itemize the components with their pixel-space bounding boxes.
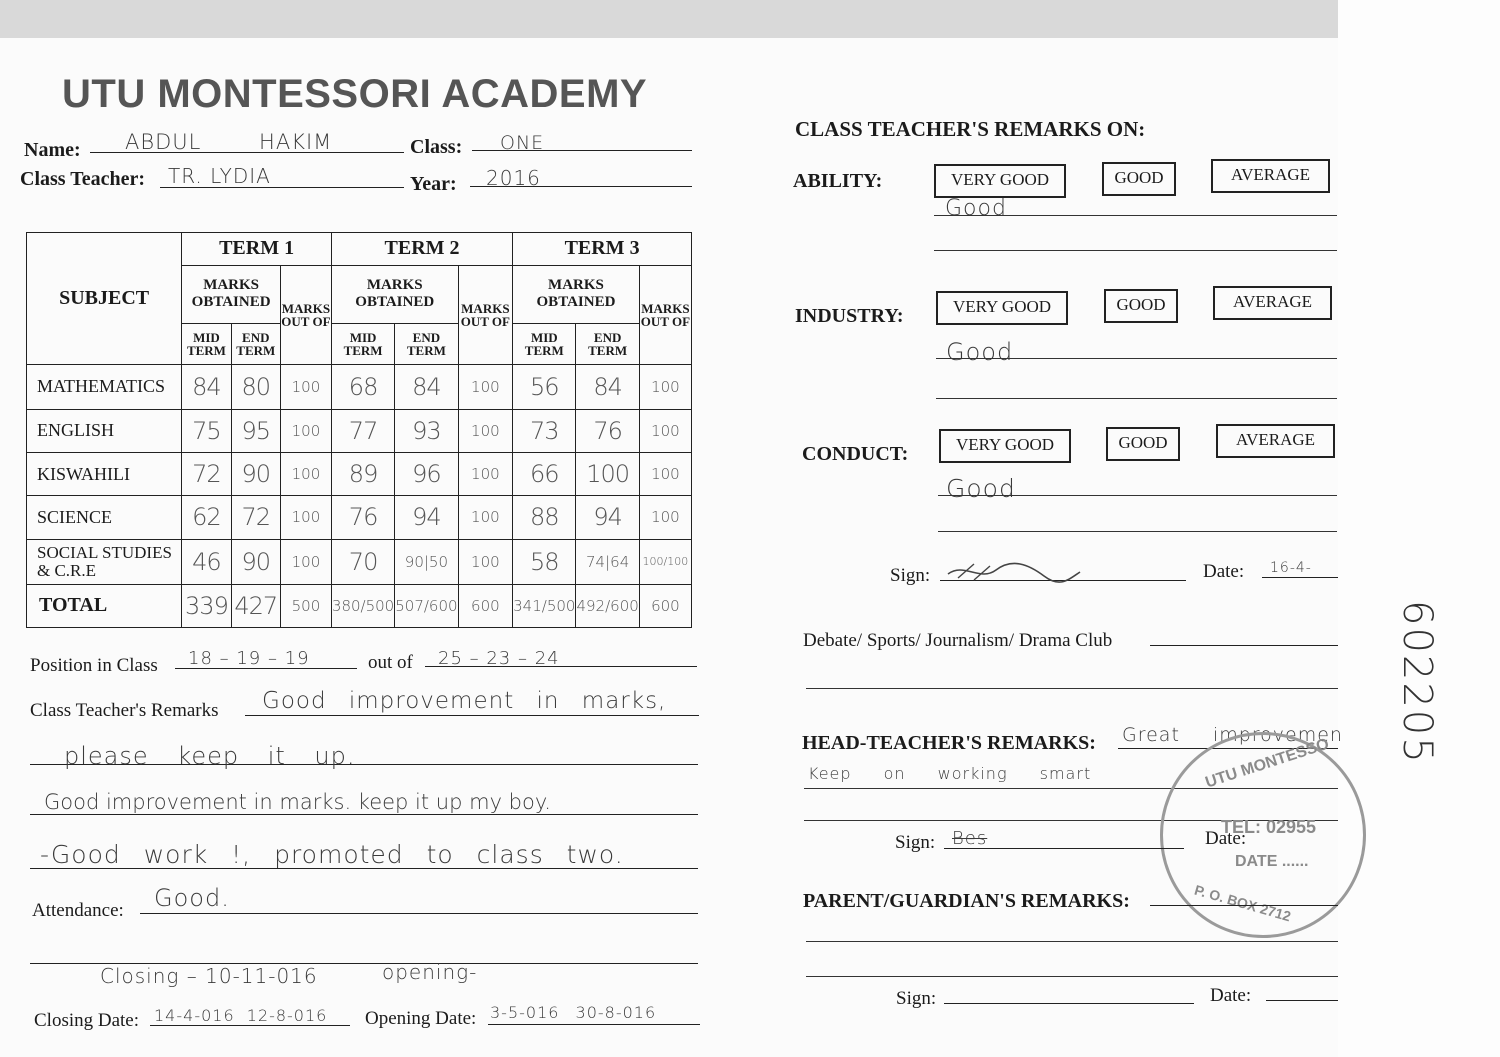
table-row — [27, 539, 692, 584]
mark-cell: 90 — [231, 539, 280, 584]
side-serial-number: 602205 — [1394, 600, 1440, 765]
class-value: ONE — [500, 132, 545, 154]
stamp-date: DATE ...... — [1235, 853, 1309, 870]
total-label: TOTAL — [27, 584, 182, 627]
mark-cell: 74|64 — [576, 539, 639, 584]
ability-value: Good — [945, 196, 1007, 221]
mark-cell: 46 — [182, 539, 231, 584]
remarks-line: please keep it up. — [64, 742, 356, 770]
total-out-of-cell: 600 — [458, 584, 513, 627]
head-sign-label: Sign: — [895, 832, 936, 853]
closing-note: Closing – 10-11-016 — [100, 964, 318, 988]
subject-header: SUBJECT — [27, 233, 182, 365]
signature-scribble — [944, 558, 1084, 586]
mark-cell: 84 — [395, 364, 458, 409]
very-good-option[interactable]: VERY GOOD — [936, 291, 1068, 325]
school-stamp — [1160, 732, 1366, 938]
mark-cell: 70 — [331, 539, 394, 584]
total-out-of-cell: 500 — [280, 584, 331, 627]
opening-date-label: Opening Date: — [365, 1008, 477, 1029]
marks-obtained-header: MARKS OBTAINED — [513, 265, 640, 323]
school-name: UTU MONTESSORI ACADEMY — [62, 72, 648, 116]
date-value: 16-4- — [1270, 560, 1312, 576]
subject-cell: KISWAHILI — [27, 453, 182, 496]
end-term-header: END TERM — [576, 323, 639, 364]
conduct-value: Good — [946, 474, 1016, 503]
subject-cell: ENGLISH — [27, 409, 182, 452]
out-of-cell: 100/100 — [639, 539, 691, 584]
mark-cell: 76 — [576, 409, 639, 452]
mark-cell: 84 — [182, 364, 231, 409]
name-value: ABDUL HAKIM — [125, 130, 333, 154]
head-teacher-remarks-value: Great improvemen — [1122, 724, 1343, 746]
name-label: Name: — [24, 139, 81, 161]
mark-cell: 80 — [231, 364, 280, 409]
head-teacher-remarks-label: HEAD-TEACHER'S REMARKS: — [802, 732, 1096, 754]
total-cell: 507/600 — [395, 584, 458, 627]
end-term-header: END TERM — [395, 323, 458, 364]
stamp-box: P. O. BOX 2712 — [1192, 881, 1293, 925]
out-of-label: out of — [368, 652, 413, 673]
remarks-line: -Good work !, promoted to class two. — [40, 840, 624, 869]
marks-out-of-header: MARKS OUT OF — [639, 265, 691, 364]
date-label: Date: — [1203, 561, 1245, 582]
opening-date-value: 3-5-016 30-8-016 — [490, 1003, 657, 1022]
good-option[interactable]: GOOD — [1106, 427, 1180, 461]
table-row — [27, 409, 692, 452]
class-label: Class: — [410, 136, 463, 158]
good-option[interactable]: GOOD — [1102, 162, 1176, 196]
mid-term-header: MID TERM — [513, 323, 576, 364]
out-of-cell: 100 — [639, 364, 691, 409]
mark-cell: 84 — [576, 364, 639, 409]
marks-obtained-header: MARKS OBTAINED — [182, 265, 281, 323]
class-teacher-remarks-label: Class Teacher's Remarks — [30, 700, 219, 721]
attendance-label: Attendance: — [32, 900, 124, 921]
year-label: Year: — [410, 173, 457, 195]
total-out-of-cell: 600 — [639, 584, 691, 627]
total-cell: 380/500 — [331, 584, 394, 627]
total-cell: 341/500 — [513, 584, 576, 627]
mark-cell: 94 — [395, 496, 458, 539]
conduct-label: CONDUCT: — [802, 443, 909, 465]
mark-cell: 76 — [331, 496, 394, 539]
closing-date-label: Closing Date: — [34, 1010, 140, 1031]
total-cell: 339 — [182, 584, 231, 627]
out-of-cell: 100 — [280, 409, 331, 452]
total-row — [27, 584, 692, 627]
average-option[interactable]: AVERAGE — [1211, 159, 1330, 193]
very-good-option[interactable]: VERY GOOD — [939, 429, 1071, 463]
mark-cell: 95 — [231, 409, 280, 452]
good-option[interactable]: GOOD — [1104, 289, 1178, 323]
remarks-line: Good improvement in marks. keep it up my boy. — [44, 790, 551, 814]
term-3-header: TERM 3 — [513, 233, 692, 266]
scan-shadow — [0, 0, 1500, 38]
mark-cell: 72 — [231, 496, 280, 539]
closing-date-value: 14-4-016 12-8-016 — [154, 1006, 328, 1025]
mark-cell: 73 — [513, 409, 576, 452]
mark-cell: 89 — [331, 453, 394, 496]
table-row — [27, 496, 692, 539]
marks-out-of-header: MARKS OUT OF — [280, 265, 331, 364]
class-teacher-label: Class Teacher: — [20, 168, 145, 190]
out-of-cell: 100 — [280, 496, 331, 539]
mark-cell: 68 — [331, 364, 394, 409]
ability-label: ABILITY: — [793, 170, 883, 192]
clubs-label: Debate/ Sports/ Journalism/ Drama Club — [803, 630, 1113, 651]
parent-date-label: Date: — [1210, 985, 1252, 1006]
average-option[interactable]: AVERAGE — [1213, 286, 1332, 320]
mark-cell: 77 — [331, 409, 394, 452]
year-value: 2016 — [486, 166, 541, 190]
mark-cell: 62 — [182, 496, 231, 539]
total-cell: 492/600 — [576, 584, 639, 627]
term-2-header: TERM 2 — [331, 233, 512, 266]
out-of-cell: 100 — [280, 364, 331, 409]
industry-value: Good — [946, 338, 1014, 366]
attendance-value: Good. — [154, 884, 230, 912]
very-good-option[interactable]: VERY GOOD — [934, 164, 1066, 198]
out-of-cell: 100 — [458, 364, 513, 409]
mark-cell: 96 — [395, 453, 458, 496]
total-cell: 427 — [231, 584, 280, 627]
position-value: 18 – 19 – 19 — [188, 648, 310, 669]
mark-cell: 58 — [513, 539, 576, 584]
sign-label: Sign: — [890, 565, 931, 586]
subject-cell: SCIENCE — [27, 496, 182, 539]
mark-cell: 100 — [576, 453, 639, 496]
mark-cell: 88 — [513, 496, 576, 539]
table-row — [27, 364, 692, 409]
mark-cell: 72 — [182, 453, 231, 496]
mark-cell: 90 — [231, 453, 280, 496]
out-of-cell: 100 — [639, 453, 691, 496]
stamp-tel: TEL: 02955 — [1221, 817, 1317, 837]
mark-cell: 56 — [513, 364, 576, 409]
mid-term-header: MID TERM — [331, 323, 394, 364]
scan-margin — [1338, 0, 1500, 1057]
end-term-header: END TERM — [231, 323, 280, 364]
industry-label: INDUSTRY: — [795, 305, 904, 327]
position-label: Position in Class — [30, 655, 158, 676]
out-of-cell: 100 — [280, 453, 331, 496]
class-teacher-remarks-heading: CLASS TEACHER'S REMARKS ON: — [795, 117, 1146, 141]
opening-note: opening- — [382, 960, 478, 984]
mark-cell: 75 — [182, 409, 231, 452]
mid-term-header: MID TERM — [182, 323, 231, 364]
parent-sign-label: Sign: — [896, 988, 937, 1009]
out-of-cell: 100 — [280, 539, 331, 584]
head-teacher-remarks-value-2: Keep on working smart — [808, 764, 1092, 783]
average-option[interactable]: AVERAGE — [1216, 424, 1335, 458]
out-of-cell: 100 — [458, 409, 513, 452]
out-of-cell: 100 — [458, 539, 513, 584]
mark-cell: 93 — [395, 409, 458, 452]
out-of-cell: 100 — [639, 409, 691, 452]
marks-obtained-header: MARKS OBTAINED — [331, 265, 458, 323]
class-teacher-value: TR. LYDIA — [168, 164, 271, 188]
out-of-cell: 100 — [458, 453, 513, 496]
subject-cell: MATHEMATICS — [27, 364, 182, 409]
head-sign-value: Bes — [952, 828, 988, 849]
marks-table — [26, 232, 692, 628]
head-date-label: Date: — [1205, 828, 1247, 849]
mark-cell: 66 — [513, 453, 576, 496]
stamp-text: UTU MONTESSO — [1203, 735, 1332, 792]
table-row — [27, 453, 692, 496]
remarks-line: Good improvement in marks, — [262, 688, 667, 714]
mark-cell: 94 — [576, 496, 639, 539]
parent-remarks-label: PARENT/GUARDIAN'S REMARKS: — [803, 890, 1130, 912]
term-1-header: TERM 1 — [182, 233, 332, 266]
out-of-value: 25 – 23 – 24 — [438, 648, 560, 669]
mark-cell: 90|50 — [395, 539, 458, 584]
out-of-cell: 100 — [639, 496, 691, 539]
out-of-cell: 100 — [458, 496, 513, 539]
marks-out-of-header: MARKS OUT OF — [458, 265, 513, 364]
subject-cell: SOCIAL STUDIES & C.R.E — [27, 539, 182, 584]
